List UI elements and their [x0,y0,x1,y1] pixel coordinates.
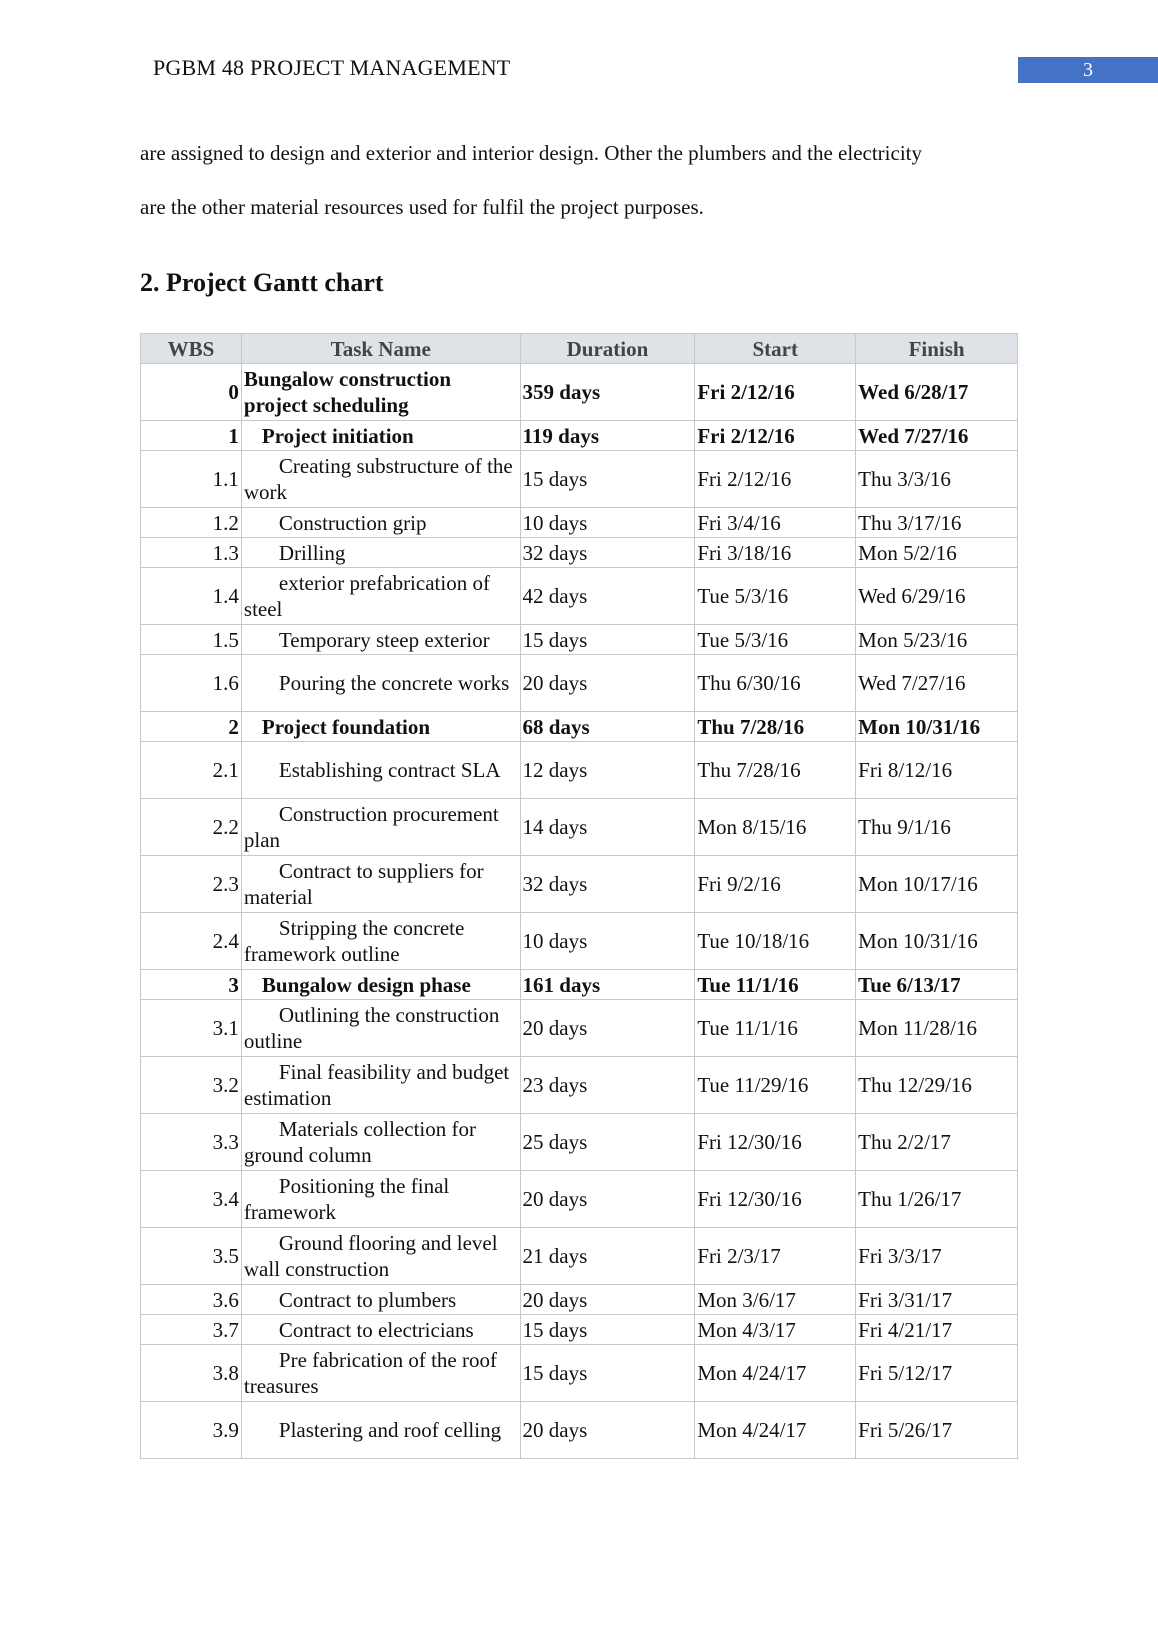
task-label: Contract to electricians [278,1317,474,1342]
intro-line-2: are the other material resources used for fulfil the project purposes. [140,195,704,219]
table-row [141,799,1018,856]
finish-cell: Thu 3/17/16 [856,508,1018,538]
intro-paragraph [140,126,1040,234]
start-cell: Thu 7/28/16 [695,742,856,799]
duration-cell: 42 days [520,568,695,625]
finish-cell: Tue 6/13/17 [856,970,1018,1000]
task-cell [241,451,520,508]
table-row [141,1114,1018,1171]
table-row [141,712,1018,742]
wbs-cell: 2 [141,712,242,742]
task-label: Ground flooring and level wall construction [243,1231,498,1281]
duration-cell: 68 days [520,712,695,742]
wbs-cell: 3.9 [141,1402,242,1459]
task-cell [241,1057,520,1114]
duration-cell: 15 days [520,451,695,508]
task-label: Positioning the final framework [243,1174,450,1224]
duration-cell: 20 days [520,655,695,712]
wbs-cell: 1.5 [141,625,242,655]
finish-cell: Fri 3/3/17 [856,1228,1018,1285]
wbs-cell: 3.8 [141,1345,242,1402]
finish-cell: Mon 10/31/16 [856,712,1018,742]
wbs-cell: 2.1 [141,742,242,799]
wbs-cell: 1.6 [141,655,242,712]
header-start: Start [695,334,856,364]
wbs-cell: 3.2 [141,1057,242,1114]
table-row [141,451,1018,508]
header-duration: Duration [520,334,695,364]
table-row [141,742,1018,799]
task-label: Bungalow design phase [261,972,471,997]
finish-cell: Fri 8/12/16 [856,742,1018,799]
start-cell: Thu 7/28/16 [695,712,856,742]
table-row [141,1315,1018,1345]
duration-cell: 32 days [520,856,695,913]
start-cell: Fri 2/12/16 [695,451,856,508]
table-row [141,1000,1018,1057]
task-cell [241,655,520,712]
start-cell: Tue 11/29/16 [695,1057,856,1114]
duration-cell: 20 days [520,1285,695,1315]
finish-cell: Fri 5/26/17 [856,1402,1018,1459]
finish-cell: Fri 4/21/17 [856,1315,1018,1345]
start-cell: Tue 5/3/16 [695,625,856,655]
task-label: Creating substructure of the work [243,454,513,504]
start-cell: Tue 10/18/16 [695,913,856,970]
duration-cell: 14 days [520,799,695,856]
wbs-cell: 2.2 [141,799,242,856]
table-header-row [141,334,1018,364]
task-label: Stripping the concrete framework outline [243,916,465,966]
finish-cell: Thu 12/29/16 [856,1057,1018,1114]
task-cell [241,508,520,538]
duration-cell: 20 days [520,1000,695,1057]
duration-cell: 15 days [520,1315,695,1345]
duration-cell: 21 days [520,1228,695,1285]
finish-cell: Mon 10/17/16 [856,856,1018,913]
task-cell [241,1171,520,1228]
duration-cell: 161 days [520,970,695,1000]
duration-cell: 15 days [520,625,695,655]
table-row [141,1402,1018,1459]
start-cell: Fri 12/30/16 [695,1114,856,1171]
table-row [141,421,1018,451]
start-cell: Mon 8/15/16 [695,799,856,856]
wbs-cell: 3.5 [141,1228,242,1285]
finish-cell: Wed 7/27/16 [856,655,1018,712]
table-row [141,1345,1018,1402]
table-row [141,1057,1018,1114]
finish-cell: Thu 9/1/16 [856,799,1018,856]
finish-cell: Wed 6/29/16 [856,568,1018,625]
header-finish: Finish [856,334,1018,364]
table-row [141,1228,1018,1285]
table-row [141,856,1018,913]
gantt-table [140,333,1018,1459]
start-cell: Mon 4/24/17 [695,1345,856,1402]
task-cell [241,364,520,421]
wbs-cell: 3.6 [141,1285,242,1315]
wbs-cell: 3.4 [141,1171,242,1228]
finish-cell: Fri 3/31/17 [856,1285,1018,1315]
table-row [141,538,1018,568]
table-row [141,1171,1018,1228]
start-cell: Mon 4/3/17 [695,1315,856,1345]
finish-cell: Fri 5/12/17 [856,1345,1018,1402]
task-label: Materials collection for ground column [243,1117,476,1167]
task-cell [241,1228,520,1285]
wbs-cell: 1.1 [141,451,242,508]
task-cell [241,742,520,799]
wbs-cell: 3 [141,970,242,1000]
wbs-cell: 1.4 [141,568,242,625]
table-row [141,970,1018,1000]
finish-cell: Mon 10/31/16 [856,913,1018,970]
duration-cell: 10 days [520,913,695,970]
finish-cell: Wed 7/27/16 [856,421,1018,451]
task-label: Outlining the construction outline [243,1003,500,1053]
task-label: exterior prefabrication of steel [243,571,490,621]
task-cell [241,1402,520,1459]
table-row [141,655,1018,712]
wbs-cell: 3.7 [141,1315,242,1345]
duration-cell: 119 days [520,421,695,451]
wbs-cell: 2.4 [141,913,242,970]
wbs-cell: 1.2 [141,508,242,538]
task-label: Project initiation [261,423,414,448]
duration-cell: 23 days [520,1057,695,1114]
table-row [141,364,1018,421]
finish-cell: Mon 11/28/16 [856,1000,1018,1057]
task-cell [241,1345,520,1402]
table-row [141,625,1018,655]
header-task-name: Task Name [241,334,520,364]
start-cell: Fri 9/2/16 [695,856,856,913]
task-cell [241,1114,520,1171]
table-row [141,1285,1018,1315]
wbs-cell: 3.1 [141,1000,242,1057]
task-label: Project foundation [261,714,431,739]
wbs-cell: 1 [141,421,242,451]
task-cell [241,1000,520,1057]
duration-cell: 20 days [520,1171,695,1228]
start-cell: Fri 12/30/16 [695,1171,856,1228]
duration-cell: 32 days [520,538,695,568]
wbs-cell: 3.3 [141,1114,242,1171]
task-cell [241,568,520,625]
start-cell: Fri 3/18/16 [695,538,856,568]
task-cell [241,1285,520,1315]
finish-cell: Mon 5/2/16 [856,538,1018,568]
task-label: Contract to suppliers for material [243,859,484,909]
task-label: Plastering and roof celling [278,1418,502,1442]
task-cell [241,421,520,451]
start-cell: Tue 11/1/16 [695,970,856,1000]
task-label: Final feasibility and budget estimation [243,1060,510,1110]
task-cell [241,712,520,742]
task-cell [241,856,520,913]
task-label: Drilling [278,540,346,565]
duration-cell: 20 days [520,1402,695,1459]
intro-line-1: are assigned to design and exterior and interior design. Other the plumbers and the electricity [140,141,922,165]
task-label: Construction procurement plan [243,802,499,852]
table-row [141,568,1018,625]
wbs-cell: 1.3 [141,538,242,568]
table-row [141,508,1018,538]
start-cell: Fri 2/12/16 [695,364,856,421]
duration-cell: 12 days [520,742,695,799]
finish-cell: Wed 6/28/17 [856,364,1018,421]
finish-cell: Thu 3/3/16 [856,451,1018,508]
table-row [141,913,1018,970]
task-label: Contract to plumbers [278,1287,457,1312]
finish-cell: Mon 5/23/16 [856,625,1018,655]
task-cell [241,913,520,970]
header-wbs: WBS [141,334,242,364]
duration-cell: 359 days [520,364,695,421]
page-number: 3 [1018,57,1158,83]
duration-cell: 15 days [520,1345,695,1402]
task-label: Temporary steep exterior [278,627,490,652]
running-header: PGBM 48 PROJECT MANAGEMENT [153,55,511,80]
task-cell [241,625,520,655]
duration-cell: 25 days [520,1114,695,1171]
task-cell [241,970,520,1000]
task-cell [241,538,520,568]
start-cell: Fri 3/4/16 [695,508,856,538]
start-cell: Mon 4/24/17 [695,1402,856,1459]
wbs-cell: 2.3 [141,856,242,913]
start-cell: Fri 2/3/17 [695,1228,856,1285]
task-label: Bungalow construction project scheduling [243,367,451,417]
task-label: Pouring the concrete works [278,671,510,695]
start-cell: Tue 11/1/16 [695,1000,856,1057]
task-cell [241,1315,520,1345]
duration-cell: 10 days [520,508,695,538]
wbs-cell: 0 [141,364,242,421]
finish-cell: Thu 1/26/17 [856,1171,1018,1228]
start-cell: Fri 2/12/16 [695,421,856,451]
start-cell: Tue 5/3/16 [695,568,856,625]
task-label: Construction grip [278,510,427,535]
finish-cell: Thu 2/2/17 [856,1114,1018,1171]
task-label: Establishing contract SLA [278,758,501,782]
task-label: Pre fabrication of the roof treasures [243,1348,497,1398]
section-heading: 2. Project Gantt chart [140,268,384,297]
start-cell: Mon 3/6/17 [695,1285,856,1315]
task-cell [241,799,520,856]
start-cell: Thu 6/30/16 [695,655,856,712]
